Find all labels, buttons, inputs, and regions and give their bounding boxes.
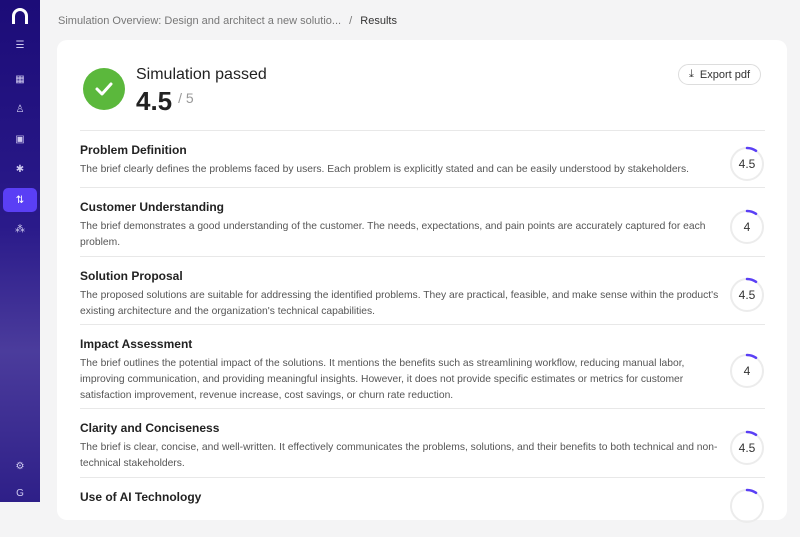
logout-icon[interactable]: G: [16, 487, 24, 499]
criterion-description: The brief outlines the potential impact of the solutions. It mentions the benefits such as streamlining workflow, reducing manual labor, improving communication, and providing meaningful insights. However, it does not provide specific estimates or metrics for customer satisfaction improvement, revenue increase, cost savings, or churn rate reduction.: [80, 358, 685, 401]
criterion-score: [729, 488, 765, 524]
results-card: [57, 40, 787, 520]
export-pdf-button[interactable]: [678, 64, 761, 85]
criterion-row: [80, 408, 765, 477]
simulations-icon[interactable]: ⇅: [3, 188, 37, 212]
user-icon[interactable]: ♙: [15, 103, 25, 115]
score-ring: [729, 209, 765, 245]
result-score: [136, 86, 194, 117]
result-title: Simulation passed: [136, 66, 267, 83]
criterion-score: 4: [743, 220, 751, 234]
check-icon: [83, 68, 125, 110]
criterion-score: 4.5: [738, 441, 756, 455]
criterion-title: Customer Understanding: [80, 200, 225, 214]
criterion-title: Solution Proposal: [80, 269, 183, 283]
breadcrumb-parent[interactable]: Simulation Overview: Design and architect a new solutio...: [58, 15, 342, 27]
criterion-title: Problem Definition: [80, 143, 187, 157]
score-max: / 5: [178, 90, 194, 106]
criterion-description: The brief is clear, concise, and well-written. It effectively communicates the problems, solutions, and their benefits to both technical and non-technical stakeholders.: [80, 442, 718, 469]
export-label: Export pdf: [699, 68, 751, 81]
breadcrumb: [58, 15, 397, 27]
score-ring: [729, 430, 765, 466]
breadcrumb-current: Results: [360, 15, 397, 27]
criterion-row: [80, 187, 765, 256]
criterion-row: [80, 256, 765, 324]
criterion-row: [80, 130, 765, 187]
criterion-row: [80, 324, 765, 408]
score-ring: [729, 488, 765, 524]
criterion-description: The brief demonstrates a good understanding of the customer. The needs, expectations, and pain points are accurately captured for each problem.: [80, 221, 706, 248]
criterion-title: Use of AI Technology: [80, 490, 202, 504]
criterion-score: 4.5: [738, 157, 756, 171]
score-ring: [729, 277, 765, 313]
criterion-title: Clarity and Conciseness: [80, 421, 220, 435]
team-icon[interactable]: ⁂: [15, 223, 25, 235]
settings-alt-icon[interactable]: ✱: [15, 163, 25, 175]
menu-toggle-icon[interactable]: ☰: [15, 39, 25, 51]
sidebar: [0, 0, 40, 502]
breadcrumb-separator: /: [349, 15, 353, 27]
score-ring: [729, 353, 765, 389]
dashboard-icon[interactable]: ▦: [15, 73, 25, 85]
download-icon: ⤓: [689, 68, 694, 80]
score-ring: [729, 146, 765, 182]
id-card-icon[interactable]: ▣: [15, 133, 25, 145]
gear-icon[interactable]: ⚙: [15, 460, 25, 472]
criterion-score: 4: [743, 364, 751, 378]
criterion-description: The brief clearly defines the problems faced by users. Each problem is explicitly stated and can be easily understood by stakeholders.: [80, 164, 689, 175]
logo[interactable]: [12, 8, 28, 24]
criterion-title: Impact Assessment: [80, 337, 193, 351]
criterion-description: The proposed solutions are suitable for addressing the identified problems. They are practical, feasible, and make sense within the product's existing architecture and the organization's technical capabilities.: [80, 290, 719, 317]
score-value: 4.5: [136, 86, 173, 116]
criterion-score: 4.5: [738, 288, 756, 302]
criterion-row: [80, 477, 765, 537]
